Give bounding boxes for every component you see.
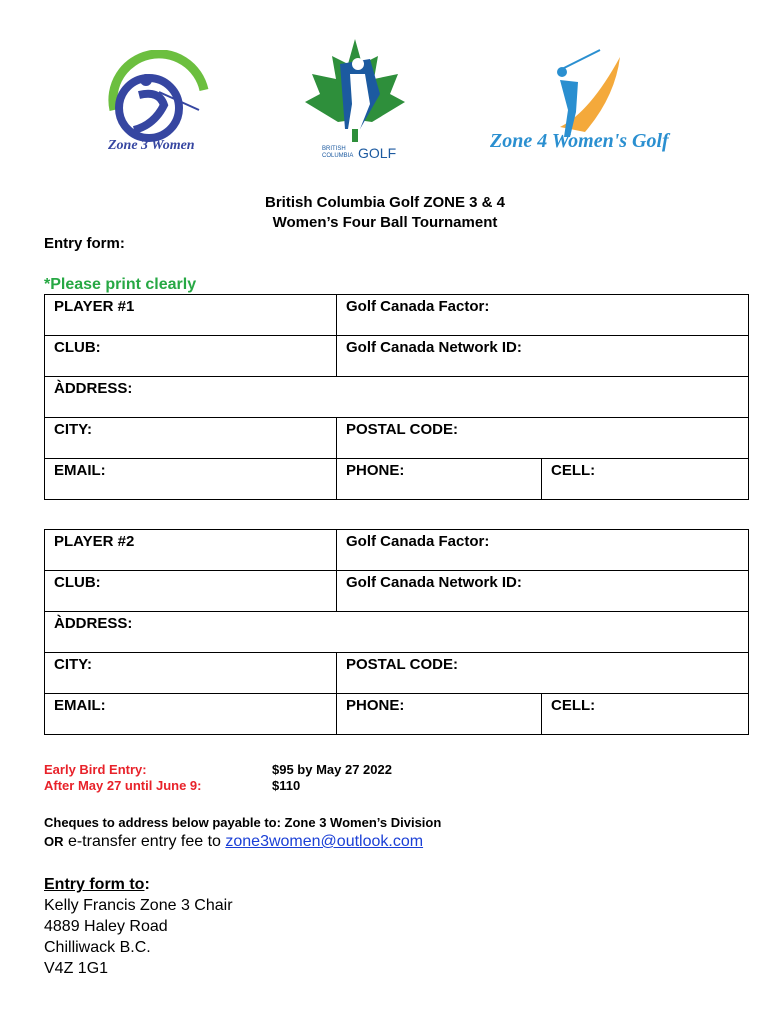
address-line-3: Chilliwack B.C. bbox=[44, 939, 151, 956]
early-bird-label: Early Bird Entry: bbox=[44, 762, 147, 777]
player-1-network-id-field[interactable]: Golf Canada Network ID: bbox=[337, 336, 749, 377]
late-entry-value: $110 bbox=[272, 778, 301, 793]
zone3-women-logo bbox=[104, 50, 214, 160]
entry-form-label: Entry form: bbox=[44, 235, 125, 252]
fee-labels bbox=[44, 762, 201, 794]
player-2-city-field[interactable]: CITY: bbox=[45, 653, 337, 694]
bc-golf-small-text: BRITISH COLUMBIA bbox=[322, 146, 354, 159]
player-1-phone-field[interactable]: PHONE: bbox=[337, 459, 542, 500]
mailing-address bbox=[44, 874, 233, 979]
zone4-logo-text: Zone 4 Women's Golf bbox=[490, 130, 669, 152]
player-1-email-field[interactable]: EMAIL: bbox=[45, 459, 337, 500]
player-1-table bbox=[44, 294, 749, 500]
player-1-city-field[interactable]: CITY: bbox=[45, 418, 337, 459]
zone4-womens-golf-logo bbox=[490, 42, 670, 162]
fee-values bbox=[272, 762, 392, 794]
print-clearly-note: *Please print clearly bbox=[44, 276, 197, 293]
bc-golf-logo bbox=[300, 34, 410, 164]
etransfer-text: e-transfer entry fee to bbox=[67, 833, 221, 850]
late-entry-label: After May 27 until June 9: bbox=[44, 778, 202, 793]
address-line-1: Kelly Francis Zone 3 Chair bbox=[44, 897, 233, 914]
or-text: OR bbox=[44, 834, 64, 849]
player-1-postal-field[interactable]: POSTAL CODE: bbox=[337, 418, 749, 459]
email-link[interactable]: zone3women@outlook.com bbox=[225, 833, 424, 850]
cheques-instruction: Cheques to address below payable to: Zone 3 Women’s Division bbox=[44, 815, 442, 830]
player-2-email-field[interactable]: EMAIL: bbox=[45, 694, 337, 735]
player-2-postal-field[interactable]: POSTAL CODE: bbox=[337, 653, 749, 694]
heading-colon: : bbox=[144, 876, 150, 893]
entry-form-to-heading: Entry form to bbox=[44, 876, 145, 893]
player-2-network-id-field[interactable]: Golf Canada Network ID: bbox=[337, 571, 749, 612]
player-2-address-field[interactable]: ÀDDRESS: bbox=[45, 612, 749, 653]
player-2-factor-field[interactable]: Golf Canada Factor: bbox=[337, 530, 749, 571]
player-1-label[interactable]: PLAYER #1 bbox=[45, 295, 337, 336]
address-line-2: 4889 Haley Road bbox=[44, 918, 168, 935]
player-1-factor-field[interactable]: Golf Canada Factor: bbox=[337, 295, 749, 336]
early-bird-value: $95 by May 27 2022 bbox=[272, 762, 392, 777]
title-line-2: Women’s Four Ball Tournament bbox=[272, 214, 498, 231]
address-line-4: V4Z 1G1 bbox=[44, 960, 109, 977]
player-2-phone-field[interactable]: PHONE: bbox=[337, 694, 542, 735]
player-2-table bbox=[44, 529, 749, 735]
player-2-club-field[interactable]: CLUB: bbox=[45, 571, 337, 612]
tournament-title bbox=[0, 193, 770, 233]
bc-golf-big-text: GOLF bbox=[358, 145, 397, 161]
player-1-club-field[interactable]: CLUB: bbox=[45, 336, 337, 377]
zone3-logo-text: Zone 3 Women bbox=[108, 138, 195, 153]
player-1-address-field[interactable]: ÀDDRESS: bbox=[45, 377, 749, 418]
player-1-cell-field[interactable]: CELL: bbox=[542, 459, 749, 500]
player-2-label[interactable]: PLAYER #2 bbox=[45, 530, 337, 571]
player-2-cell-field[interactable]: CELL: bbox=[542, 694, 749, 735]
etransfer-instruction bbox=[44, 833, 423, 851]
title-line-1: British Columbia Golf ZONE 3 & 4 bbox=[264, 194, 506, 211]
